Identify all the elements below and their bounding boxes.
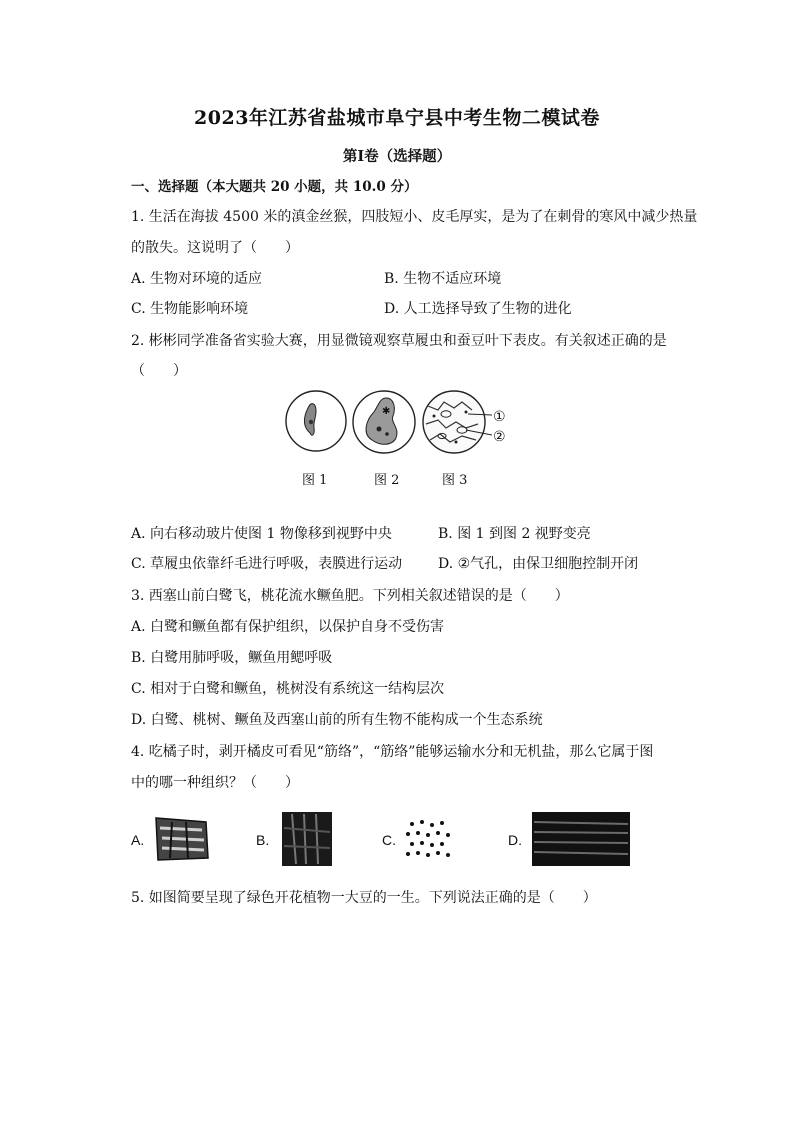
- figure2-caption: 图 2: [374, 473, 400, 488]
- q1-option-b: B. 生物不适应环境: [384, 271, 502, 287]
- exam-title: 2023年江苏省盐城市阜宁县中考生物二模试卷: [194, 107, 600, 129]
- q4-tissue-image-c: [402, 816, 456, 862]
- q2-option-b: B. 图 1 到图 2 视野变亮: [438, 526, 591, 542]
- q4-stem-line2: 中的哪一种组织？（ ）: [131, 775, 299, 791]
- q3-stem: 3. 西塞山前白鹭飞，桃花流水鳜鱼肥。下列相关叙述错误的是（ ）: [131, 588, 569, 604]
- q3-option-b: B. 白鹭用肺呼吸，鳜鱼用鳃呼吸: [131, 650, 333, 666]
- q4-option-a-label: A.: [131, 832, 145, 848]
- svg-text:✱: ✱: [382, 406, 391, 417]
- figure1-caption: 图 1: [302, 473, 328, 488]
- figure2-paramecium-view: [353, 391, 415, 453]
- volume-subtitle: 第I卷（选择题）: [342, 148, 452, 165]
- q4-stem-line1: 4. 吃橘子时，剥开橘皮可看见“筋络”，“筋络”能够运输水分和无机盐，那么它属于图: [131, 744, 654, 760]
- q2-option-c: C. 草履虫依靠纤毛进行呼吸，表膜进行运动: [131, 556, 403, 572]
- q4-tissue-image-a: [150, 814, 212, 864]
- figure3-label-2: ②: [493, 429, 506, 445]
- section-heading: 一、选择题（本大题共 20 小题，共 10.0 分）: [131, 179, 418, 195]
- q1-option-d: D. 人工选择导致了生物的进化: [384, 301, 572, 317]
- q2-option-a: A. 向右移动玻片使图 1 物像移到视野中央: [131, 526, 392, 542]
- q4-tissue-image-b: [278, 808, 338, 870]
- q1-stem-line2: 的散失。这说明了（ ）: [131, 240, 299, 256]
- q2-option-d: D. ②气孔，由保卫细胞控制开闭: [438, 556, 639, 572]
- q3-option-c: C. 相对于白鹭和鳜鱼，桃树没有系统这一结构层次: [131, 681, 445, 697]
- figure3-epidermis-view: [423, 391, 492, 453]
- microscope-figure: [280, 386, 520, 462]
- figure1-paramecium-view: [286, 391, 346, 451]
- q4-option-c-label: C.: [382, 832, 396, 848]
- q1-option-a: A. 生物对环境的适应: [131, 271, 263, 287]
- q4-tissue-image-d: [530, 810, 634, 868]
- q4-option-b-label: B.: [256, 832, 270, 848]
- q4-option-d-label: D.: [508, 832, 522, 848]
- q1-option-c: C. 生物能影响环境: [131, 301, 249, 317]
- q2-stem-line1: 2. 彬彬同学准备省实验大赛，用显微镜观察草履虫和蚕豆叶下表皮。有关叙述正确的是: [131, 333, 667, 349]
- figure3-label-1: ①: [493, 409, 506, 425]
- q1-stem-line1: 1. 生活在海拔 4500 米的滇金丝猴，四肢短小、皮毛厚实，是为了在刺骨的寒风中减少热量: [131, 209, 698, 225]
- q5-stem: 5. 如图简要呈现了绿色开花植物一大豆的一生。下列说法正确的是（ ）: [131, 890, 597, 906]
- q2-stem-line2: （ ）: [131, 363, 187, 379]
- q3-option-d: D. 白鹭、桃树、鳜鱼及西塞山前的所有生物不能构成一个生态系统: [131, 712, 543, 728]
- figure3-caption: 图 3: [442, 473, 468, 488]
- q3-option-a: A. 白鹭和鳜鱼都有保护组织，以保护自身不受伤害: [131, 619, 445, 635]
